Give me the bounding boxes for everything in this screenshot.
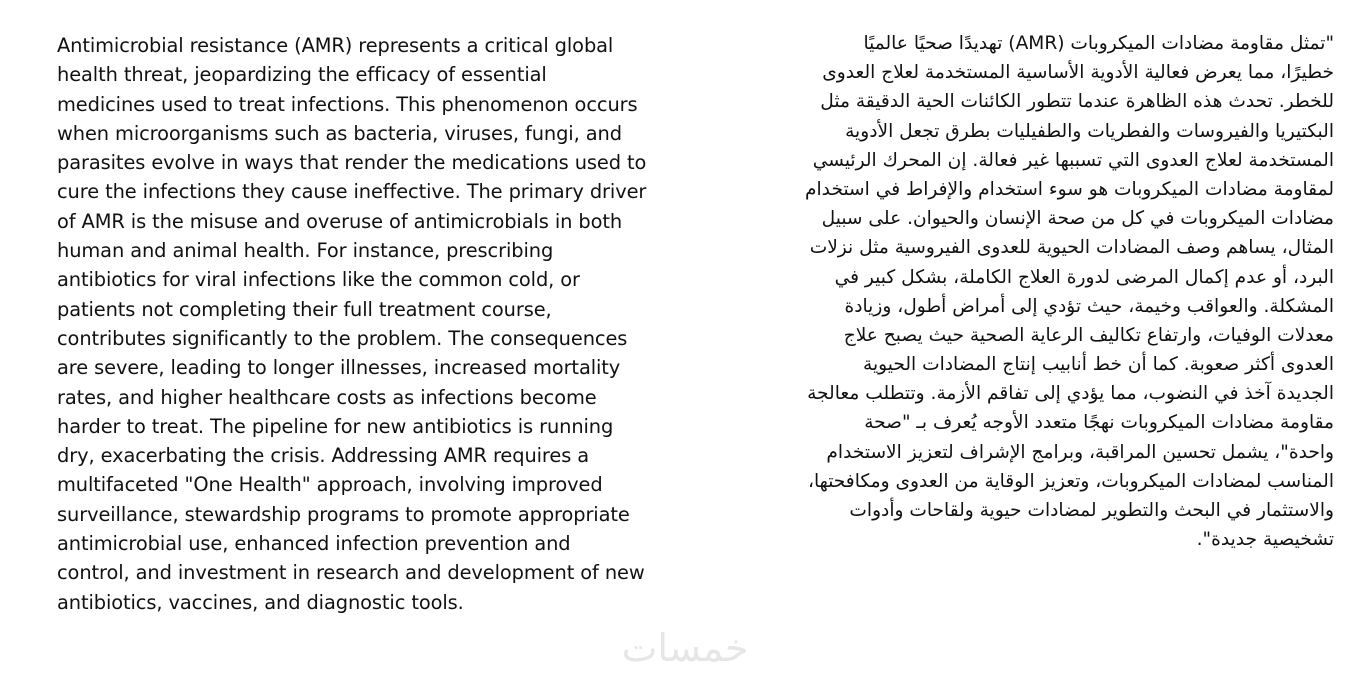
- arabic-line: لمقاومة مضادات الميكروبات هو سوء استخدام والإفراط في استخدام: [805, 178, 1334, 200]
- arabic-line: المستخدمة لعلاج العدوى التي تسببها غير فعالة. إن المحرك الرئيسي: [812, 149, 1334, 171]
- english-line: contributes significantly to the problem. The consequences: [57, 326, 628, 350]
- arabic-line: البرد، أو عدم إكمال المرضى لدورة العلاج الكاملة، بشكل كبير في: [834, 266, 1334, 288]
- arabic-line: العدوى أكثر صعوبة. كما أن خط أنابيب إنتاج المضادات الحيوية: [862, 354, 1334, 376]
- arabic-line: المشكلة. والعواقب وخيمة، حيث تؤدي إلى أمراض أطول، وزيادة: [844, 295, 1334, 317]
- english-line: medicines used to treat infections. This phenomenon occurs: [57, 92, 638, 116]
- arabic-line: خطيرًا، مما يعرض فعالية الأدوية الأساسية المستخدمة لعلاج العدوى: [822, 62, 1334, 84]
- english-line: antimicrobial use, enhanced infection prevention and: [57, 532, 571, 556]
- arabic-line: للخطر. تحدث هذه الظاهرة عندما تتطور الكائنات الحية الدقيقة مثل: [820, 91, 1334, 113]
- english-line: cure the infections they cause ineffective. The primary driver: [57, 180, 647, 204]
- watermark-logo: خمسات: [621, 626, 749, 670]
- arabic-line: مقاومة مضادات الميكروبات نهجًا متعدد الأوجه يُعرف بـ "صحة: [864, 412, 1334, 434]
- arabic-line: واحدة"، يشمل تحسين المراقبة، وبرامج الإشراف لتعزيز الاستخدام: [826, 441, 1334, 463]
- english-line: are severe, leading to longer illnesses, increased mortality: [57, 356, 621, 380]
- english-paragraph: [57, 31, 687, 617]
- english-line: patients not completing their full treatment course,: [57, 297, 552, 321]
- arabic-line: مضادات الميكروبات في كل من صحة الإنسان والحيوان. على سبيل: [821, 208, 1334, 230]
- arabic-line: والاستثمار في البحث والتطوير لمضادات حيوية ولقاحات وأدوات: [849, 500, 1334, 521]
- english-line: antibiotics for viral infections like the common cold, or: [57, 268, 580, 292]
- english-line: of AMR is the misuse and overuse of antimicrobials in both: [57, 209, 623, 233]
- arabic-line: الجديدة آخذ في النضوب، مما يؤدي إلى تفاقم الأزمة. وتتطلب معالجة: [807, 383, 1334, 405]
- english-line: control, and investment in research and development of new: [57, 561, 645, 585]
- english-line: rates, and higher healthcare costs as infections become: [57, 385, 597, 409]
- english-line: multifaceted "One Health" approach, involving improved: [57, 473, 603, 497]
- arabic-line: البكتيريا والفيروسات والفطريات والطفيليات بطرق تجعل الأدوية: [845, 120, 1334, 142]
- arabic-line: تشخيصية جديدة".: [1196, 529, 1334, 551]
- arabic-line: "تمثل مقاومة مضادات الميكروبات (AMR) تهديدًا صحيًا عالميًا: [863, 33, 1334, 54]
- english-line: Antimicrobial resistance (AMR) represents a critical global: [57, 34, 614, 57]
- arabic-line: المناسب لمضادات الميكروبات، وتعزيز الوقاية من العدوى ومكافحتها،: [807, 470, 1334, 492]
- english-line: surveillance, stewardship programs to promote appropriate: [57, 502, 630, 526]
- arabic-line: معدلات الوفيات، وارتفاع تكاليف الرعاية الصحية حيث يصبح علاج: [843, 324, 1334, 346]
- english-line: dry, exacerbating the crisis. Addressing AMR requires a: [57, 444, 590, 468]
- english-line: parasites evolve in ways that render the medications used to: [57, 151, 647, 175]
- arabic-paragraph: [700, 29, 1334, 554]
- english-line: antibiotics, vaccines, and diagnostic tools.: [57, 590, 464, 614]
- english-line: health threat, jeopardizing the efficacy of essential: [57, 63, 547, 87]
- english-line: human and animal health. For instance, prescribing: [57, 239, 554, 263]
- english-line: when microorganisms such as bacteria, viruses, fungi, and: [57, 121, 622, 145]
- arabic-line: المثال، يساهم وصف المضادات الحيوية للعدوى الفيروسية مثل نزلات: [809, 237, 1334, 259]
- english-line: harder to treat. The pipeline for new antibiotics is running: [57, 414, 614, 438]
